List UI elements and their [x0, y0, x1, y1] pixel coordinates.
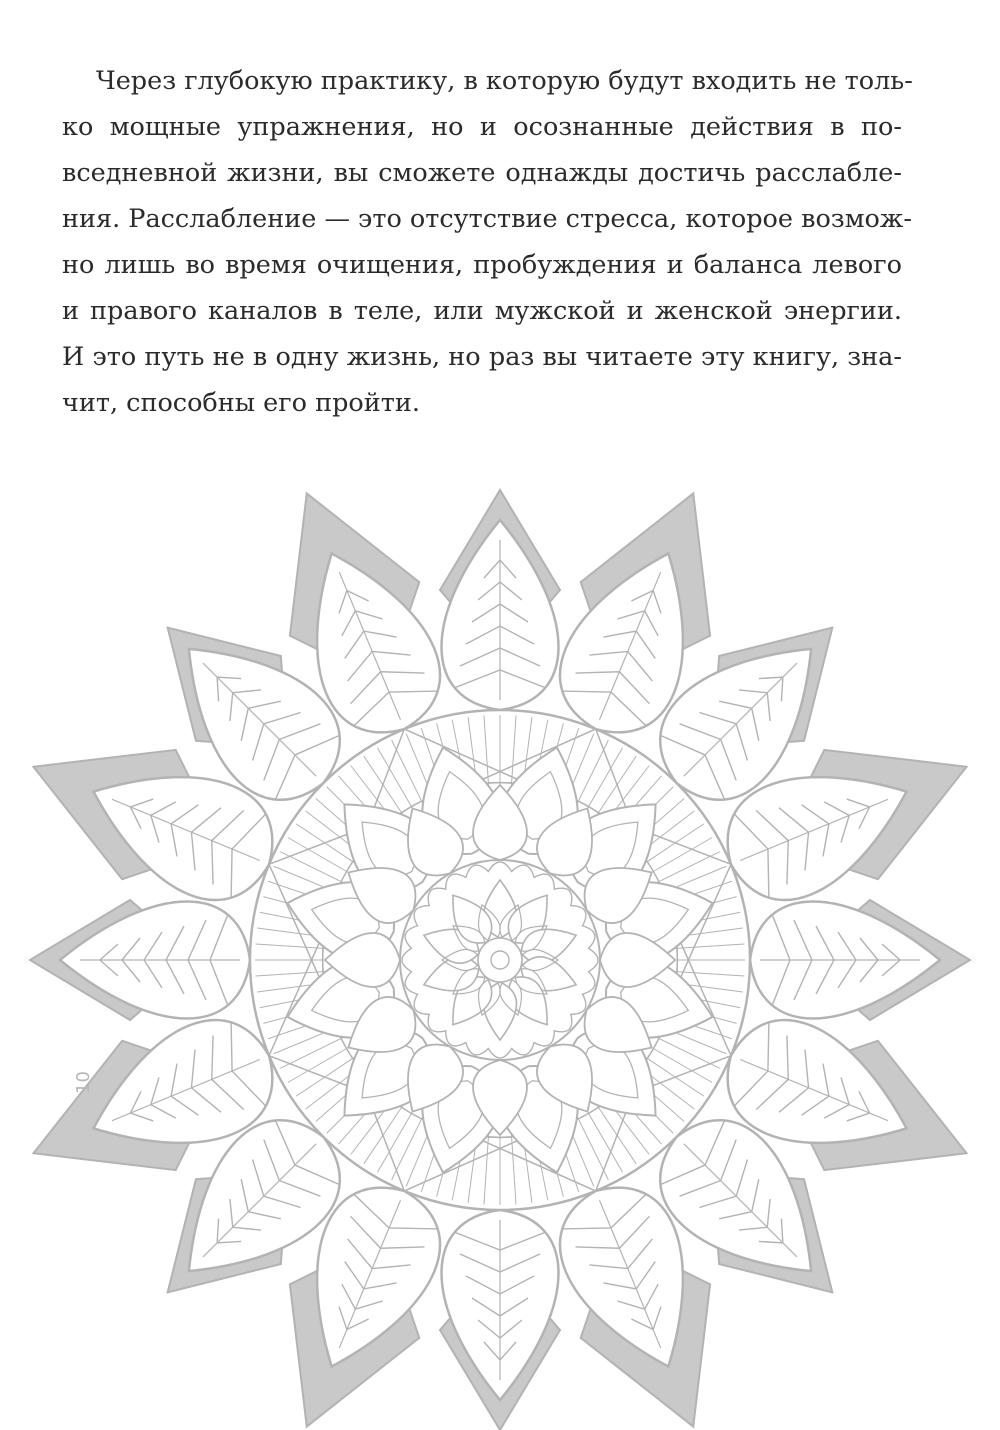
- page-number: 10: [72, 1071, 94, 1094]
- mandala-illustration: [0, 440, 1000, 1430]
- paragraph-line: и правого каналов в теле, или мужской и женской энергии.: [62, 296, 902, 326]
- center-circle: [478, 938, 522, 982]
- paragraph-line: но лишь во время очищения, пробуждения и баланса левого: [62, 250, 902, 280]
- body-paragraph: [62, 58, 913, 426]
- paragraph-line: ко мощные упражнения, но и осознанные действия в по-: [62, 112, 902, 142]
- paragraph-line: Через глубокую практику, в которую будут входить не толь-: [96, 66, 913, 96]
- paragraph-line: чит, способны его пройти.: [62, 388, 420, 418]
- paragraph-line: ния. Расслабление — это отсутствие стресса, которое возмож-: [62, 204, 912, 234]
- mandala-graphic: [0, 440, 1000, 1430]
- paragraph-line: И это путь не в одну жизнь, но раз вы читаете эту книгу, зна-: [62, 342, 902, 372]
- paragraph-line: вседневной жизни, вы сможете однажды достичь расслабле-: [62, 158, 902, 188]
